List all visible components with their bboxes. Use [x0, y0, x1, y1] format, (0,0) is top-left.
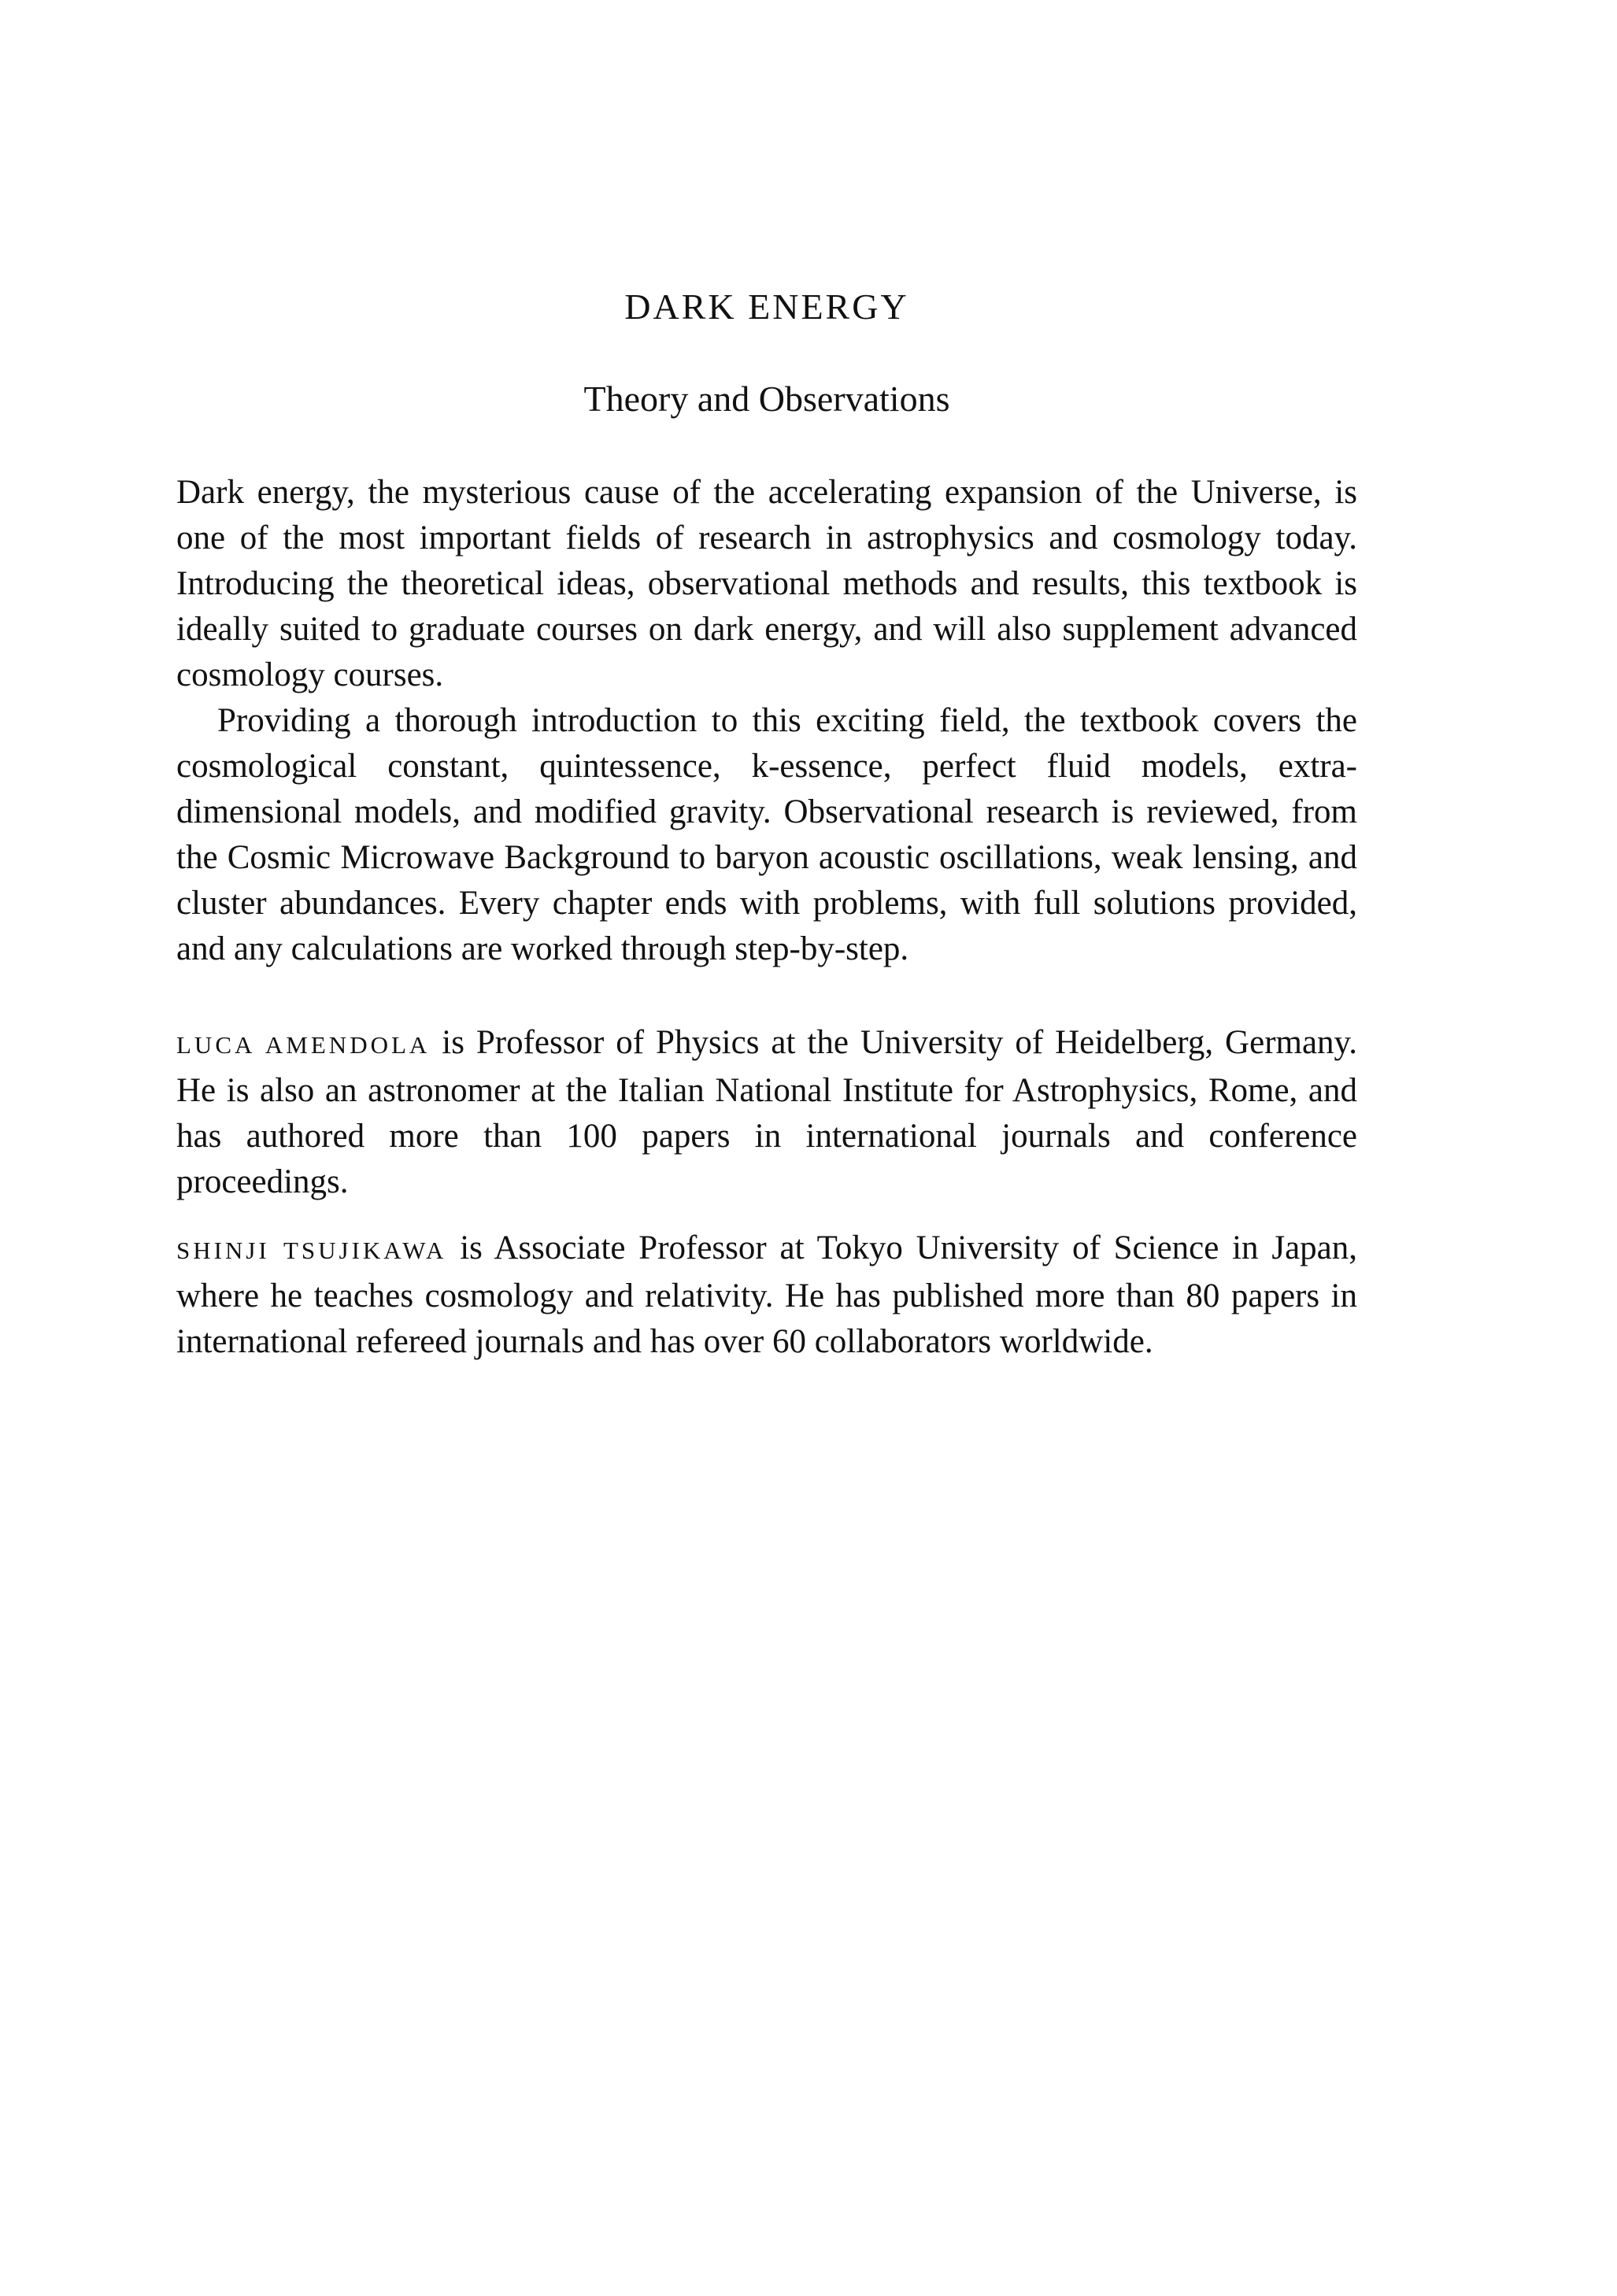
book-title: DARK ENERGY: [624, 287, 909, 327]
author-bio-text-tsujikawa: is Associate Professor at Tokyo University of Science in Japan, where he teaches cosmology and relativity. He has published more than 80 papers in international refereed journals and has over 60 collaborators worldwide.: [176, 1229, 1357, 1360]
book-subtitle: Theory and Observations: [583, 379, 950, 419]
author-bio-text-amendola: is Professor of Physics at the University of Heidelberg, Germany. He is also an astronomer at the Italian National Institute for Astrophysics, Rome, and has authored more than 100 papers in international journals and conference proceedings.: [176, 1024, 1357, 1200]
author-bio-amendola: [176, 1020, 1357, 1205]
author-name-tsujikawa: SHINJI TSUJIKAWA: [176, 1237, 447, 1264]
description-paragraph-2: Providing a thorough introduction to this exciting field, the textbook covers the cosmological constant, quintessence, k-essence, perfect fluid models, extra-dimensional models, and modified gravity. Observational research is reviewed, from the Cosmic Microwave Background to baryon acoustic oscillations, weak lensing, and cluster abundances. Every chapter ends with problems, with full solutions provided, and any calculations are worked through step-by-step.: [176, 702, 1357, 967]
description-paragraph-1: Dark energy, the mysterious cause of the accelerating expansion of the Universe, is one of the most important fields of research in astrophysics and cosmology today. Introducing the theoretical ideas, observational methods and results, this textbook is ideally suited to graduate courses on dark energy, and will also supplement advanced cosmology courses.: [176, 474, 1357, 693]
author-bio-tsujikawa: [176, 1226, 1357, 1365]
author-name-amendola: LUCA AMENDOLA: [176, 1031, 431, 1059]
